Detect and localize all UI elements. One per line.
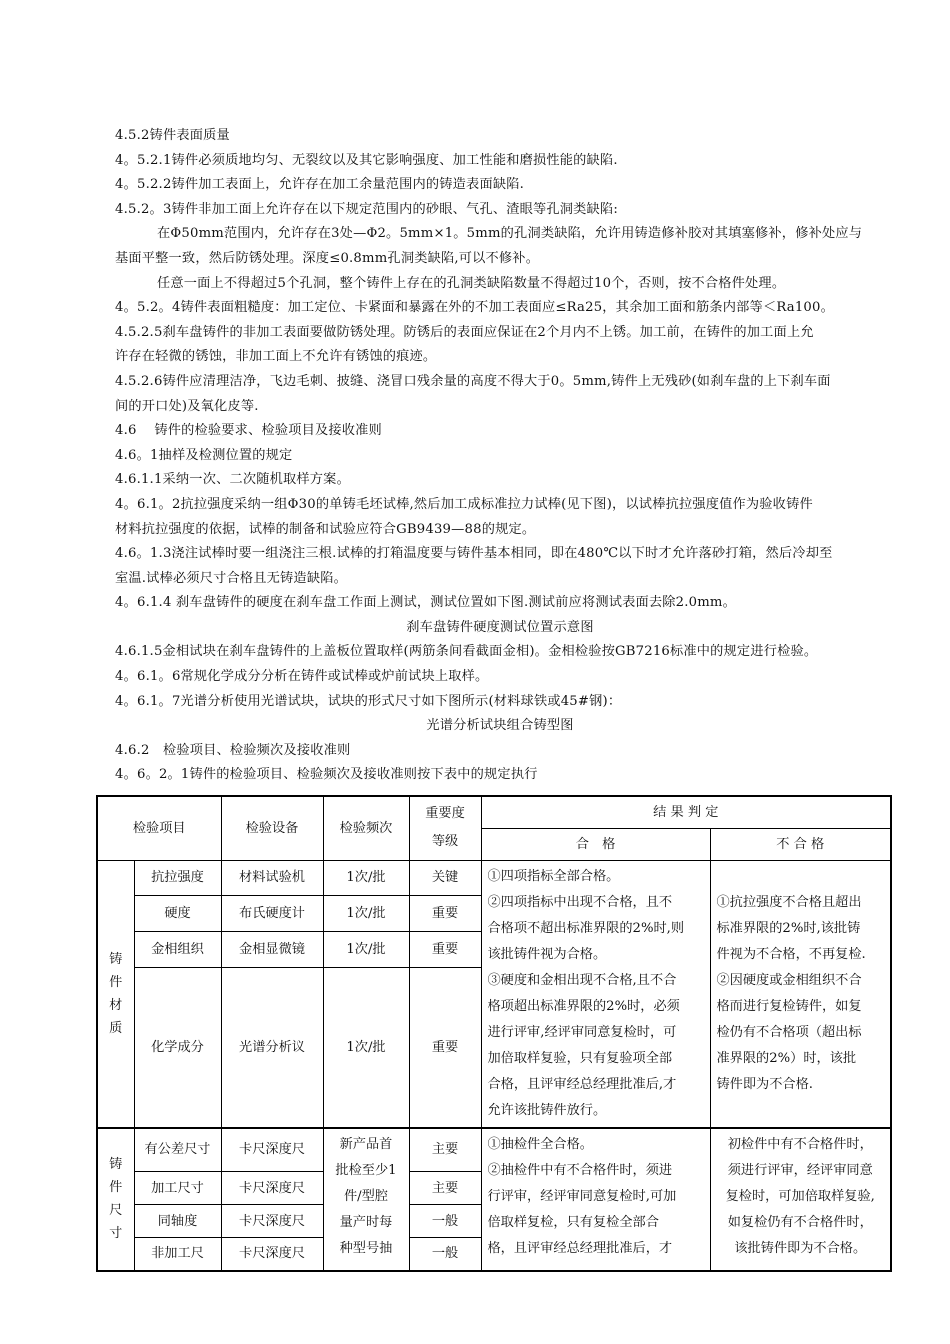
row-item: 硬度 <box>134 896 221 932</box>
row-equipment: 布氏硬度计 <box>221 896 323 932</box>
frequency-line: 种型号抽 <box>339 1240 393 1256</box>
paragraph-line: 间的开口处)及氧化皮等. <box>115 398 259 414</box>
paragraph-line: 4。6。2。1铸件的检验项目、检验频次及接收准则按下表中的规定执行 <box>115 767 538 783</box>
figure-caption: 光谱分析试块组合铸型图 <box>426 718 574 734</box>
row-equipment: 金相显微镜 <box>221 931 323 967</box>
row-frequency: 1次/批 <box>323 860 409 896</box>
group-label-dimension <box>97 1128 134 1271</box>
row-equipment: 卡尺深度尺 <box>221 1205 323 1238</box>
criteria-line: 铸件即为不合格. <box>716 1076 814 1092</box>
row-equipment: 光谱分析议 <box>221 967 323 1127</box>
header-item: 检验项目 <box>97 796 221 860</box>
paragraph-line: 4.6.1.5金相试块在刹车盘铸件的上盖板位置取样(两筋条间看截面金相)。金相检验按GB7216标准中的规定进行检验。 <box>115 644 818 660</box>
material-pass-criteria <box>481 860 710 1128</box>
criteria-line: 加倍取样复验，只有复验项全部 <box>487 1050 673 1066</box>
criteria-line: 初检件中有不合格件时， <box>727 1136 873 1152</box>
row-item: 非加工尺 <box>134 1238 221 1271</box>
group-label-char: 寸 <box>109 1226 123 1241</box>
criteria-line: 件视为不合格，不再复检. <box>716 946 866 962</box>
criteria-line: 允许该批铸件放行。 <box>487 1102 607 1118</box>
paragraph-line: 基面平整一致，然后防锈处理。深度≤0.8mm孔洞类缺陷,可以不修补。 <box>115 250 540 266</box>
frequency-line: 件/型腔 <box>343 1188 388 1204</box>
header-grade-line2: 等级 <box>431 834 459 850</box>
figure-caption: 刹车盘铸件硬度测试位置示意图 <box>406 619 594 635</box>
row-frequency: 1次/批 <box>323 931 409 967</box>
dimension-frequency <box>323 1128 409 1271</box>
header-equipment: 检验设备 <box>221 796 323 860</box>
material-fail-criteria <box>710 860 891 1128</box>
row-item: 同轴度 <box>134 1205 221 1238</box>
criteria-line: 格项超出标准界限的2%时，必须 <box>487 998 680 1014</box>
header-pass: 合 格 <box>481 828 710 860</box>
row-item: 有公差尺寸 <box>134 1128 221 1172</box>
header-frequency: 检验频次 <box>323 796 409 860</box>
paragraph-line: 4。5.2。4铸件表面粗糙度：加工定位、卡紧面和暴露在外的不加工表面应≤Ra25，其余加工面和筋条内部等＜Ra100。 <box>115 300 834 316</box>
body-text <box>115 124 885 788</box>
criteria-line: ②四项指标中出现不合格，且不 <box>487 894 673 910</box>
row-equipment: 卡尺深度尺 <box>221 1172 323 1205</box>
row-grade: 重要 <box>409 967 481 1127</box>
frequency-line: 量产时每 <box>339 1214 393 1230</box>
criteria-line: ①抽检件全合格。 <box>487 1136 593 1152</box>
criteria-line: 合格，且评审经总经理批准后,才 <box>487 1076 677 1092</box>
paragraph-line: 4.6.2 检验项目、检验频次及接收准则 <box>115 742 351 758</box>
criteria-line: ①四项指标全部合格。 <box>487 868 620 884</box>
inspection-table <box>96 795 892 1272</box>
paragraph-line: 4.5.2.5刹车盘铸件的非加工表面要做防锈处理。防锈后的表面应保证在2个月内不上锈。加工前，在铸件的加工面上允 <box>115 324 814 340</box>
criteria-line: 该批铸件视为合格。 <box>487 946 607 962</box>
paragraph-line: 室温.试棒必须尺寸合格且无铸造缺陷。 <box>115 570 347 586</box>
row-grade: 主要 <box>409 1172 481 1205</box>
row-item: 抗拉强度 <box>134 860 221 896</box>
group-label-char: 材 <box>109 997 123 1013</box>
paragraph-line: 4。5.2.1铸件必须质地均匀、无裂纹以及其它影响强度、加工性能和磨损性能的缺陷. <box>115 152 618 168</box>
paragraph-line: 4.5.2。3铸件非加工面上允许存在以下规定范围内的砂眼、气孔、渣眼等孔洞类缺陷: <box>115 201 618 217</box>
group-label-char: 件 <box>109 974 123 990</box>
row-equipment: 材料试验机 <box>221 860 323 896</box>
criteria-line: 合格项不超出标准界限的2%时,则 <box>487 920 685 936</box>
paragraph-line: 材料抗拉强度的依据，试棒的制备和试验应符合GB9439—88的规定。 <box>115 521 536 537</box>
criteria-line: 倍取样复检，只有复检全部合 <box>487 1214 659 1230</box>
criteria-line: 准界限的2%）时，该批 <box>716 1050 857 1066</box>
paragraph-line: 4.5.2铸件表面质量 <box>115 128 230 143</box>
row-grade: 重要 <box>409 896 481 932</box>
paragraph-line: 4。6.1。6常规化学成分分析在铸件或试棒或炉前试块上取样。 <box>115 669 489 685</box>
paragraph-line: 4.6.1.1采纳一次、二次随机取样方案。 <box>115 472 350 488</box>
row-grade: 关键 <box>409 860 481 896</box>
row-grade: 主要 <box>409 1128 481 1172</box>
row-item: 化学成分 <box>134 967 221 1127</box>
header-fail: 不 合 格 <box>710 828 891 860</box>
paragraph-line: 许存在轻微的锈蚀，非加工面上不允许有锈蚀的痕迹。 <box>115 349 437 365</box>
group-label-char: 铸 <box>109 1157 123 1172</box>
row-equipment: 卡尺深度尺 <box>221 1128 323 1172</box>
criteria-line: 须进行评审，经评审同意 <box>727 1162 873 1178</box>
criteria-line: 标准界限的2%时,该批铸 <box>716 920 861 936</box>
criteria-line: ③硬度和金相出现不合格,且不合 <box>487 972 677 988</box>
row-grade: 重要 <box>409 931 481 967</box>
criteria-line: 格而进行复检铸件，如复 <box>716 998 862 1014</box>
paragraph-line: 4。6.1。2抗拉强度采纳一组Φ30的单铸毛坯试棒,然后加工成标准拉力试棒(见下图)，以试棒抗拉强度值作为验收铸件 <box>115 496 813 512</box>
paragraph-line: 4.6。1抽样及检测位置的规定 <box>115 447 293 463</box>
criteria-line: ②抽检件中有不合格件时，须进 <box>487 1162 673 1178</box>
row-grade: 一般 <box>409 1238 481 1271</box>
dimension-fail-criteria <box>710 1128 891 1271</box>
criteria-line: 如复检仍有不合格件时， <box>727 1214 873 1230</box>
paragraph-line: 在Φ50mm范围内，允许存在3处—Φ2。5mm×1。5mm的孔洞类缺陷，允许用铸造修补胶对其填塞修补，修补处应与 <box>157 226 863 242</box>
criteria-line: 行评审，经评审同意复检时,可加 <box>487 1188 677 1204</box>
criteria-line: 进行评审,经评审同意复检时，可 <box>487 1024 677 1040</box>
frequency-line: 新产品首 <box>339 1136 393 1152</box>
group-label-char: 尺 <box>109 1203 123 1218</box>
criteria-line: 该批铸件即为不合格。 <box>734 1240 867 1256</box>
row-grade: 一般 <box>409 1205 481 1238</box>
criteria-line: ①抗拉强度不合格且超出 <box>716 894 862 910</box>
paragraph-line: 4.6 铸件的检验要求、检验项目及接收准则 <box>115 423 382 439</box>
paragraph-line: 4。5.2.2铸件加工表面上，允许存在加工余量范围内的铸造表面缺陷. <box>115 177 524 193</box>
paragraph-line: 4。6.1。7光谱分析使用光谱试块，试块的形式尺寸如下图所示(材料球铁或45#钢)： <box>115 693 622 709</box>
paragraph-line: 4.6。1.3浇注试棒时要一组浇注三根.试棒的打箱温度要与铸件基本相同，即在480℃以下时才允许落砂打箱，然后冷却至 <box>115 546 833 562</box>
row-frequency: 1次/批 <box>323 896 409 932</box>
group-label-char: 铸 <box>109 951 123 967</box>
paragraph-line: 4。6.1.4 刹车盘铸件的硬度在刹车盘工作面上测试，测试位置如下图.测试前应将测试表面去除2.0mm。 <box>115 595 737 611</box>
header-grade-line1: 重要度 <box>425 806 465 822</box>
header-grade <box>409 796 481 860</box>
criteria-line: 检仍有不合格项（超出标 <box>716 1024 862 1040</box>
criteria-line: 格，且评审经总经理批准后，才 <box>487 1240 673 1256</box>
group-label-material <box>97 860 134 1128</box>
row-frequency: 1次/批 <box>323 967 409 1127</box>
row-item: 加工尺寸 <box>134 1172 221 1205</box>
paragraph-line: 4.5.2.6铸件应清理洁净，飞边毛刺、披缝、浇冒口残余量的高度不得大于0。5mm,铸件上无残砂(如刹车盘的上下刹车面 <box>115 373 831 389</box>
group-label-char: 质 <box>109 1020 123 1036</box>
frequency-line: 批检至少1 <box>335 1162 397 1178</box>
dimension-pass-criteria <box>481 1128 710 1271</box>
row-item: 金相组织 <box>134 931 221 967</box>
criteria-line: 复检时，可加倍取样复验, <box>725 1188 875 1204</box>
criteria-line: ②因硬度或金相组织不合 <box>716 972 862 988</box>
group-label-char: 件 <box>109 1180 123 1195</box>
paragraph-line: 任意一面上不得超过5个孔洞，整个铸件上存在的孔洞类缺陷数量不得超过10个，否则，按不合格件处理。 <box>157 275 786 291</box>
row-equipment: 卡尺深度尺 <box>221 1238 323 1271</box>
header-result: 结 果 判 定 <box>481 796 891 828</box>
